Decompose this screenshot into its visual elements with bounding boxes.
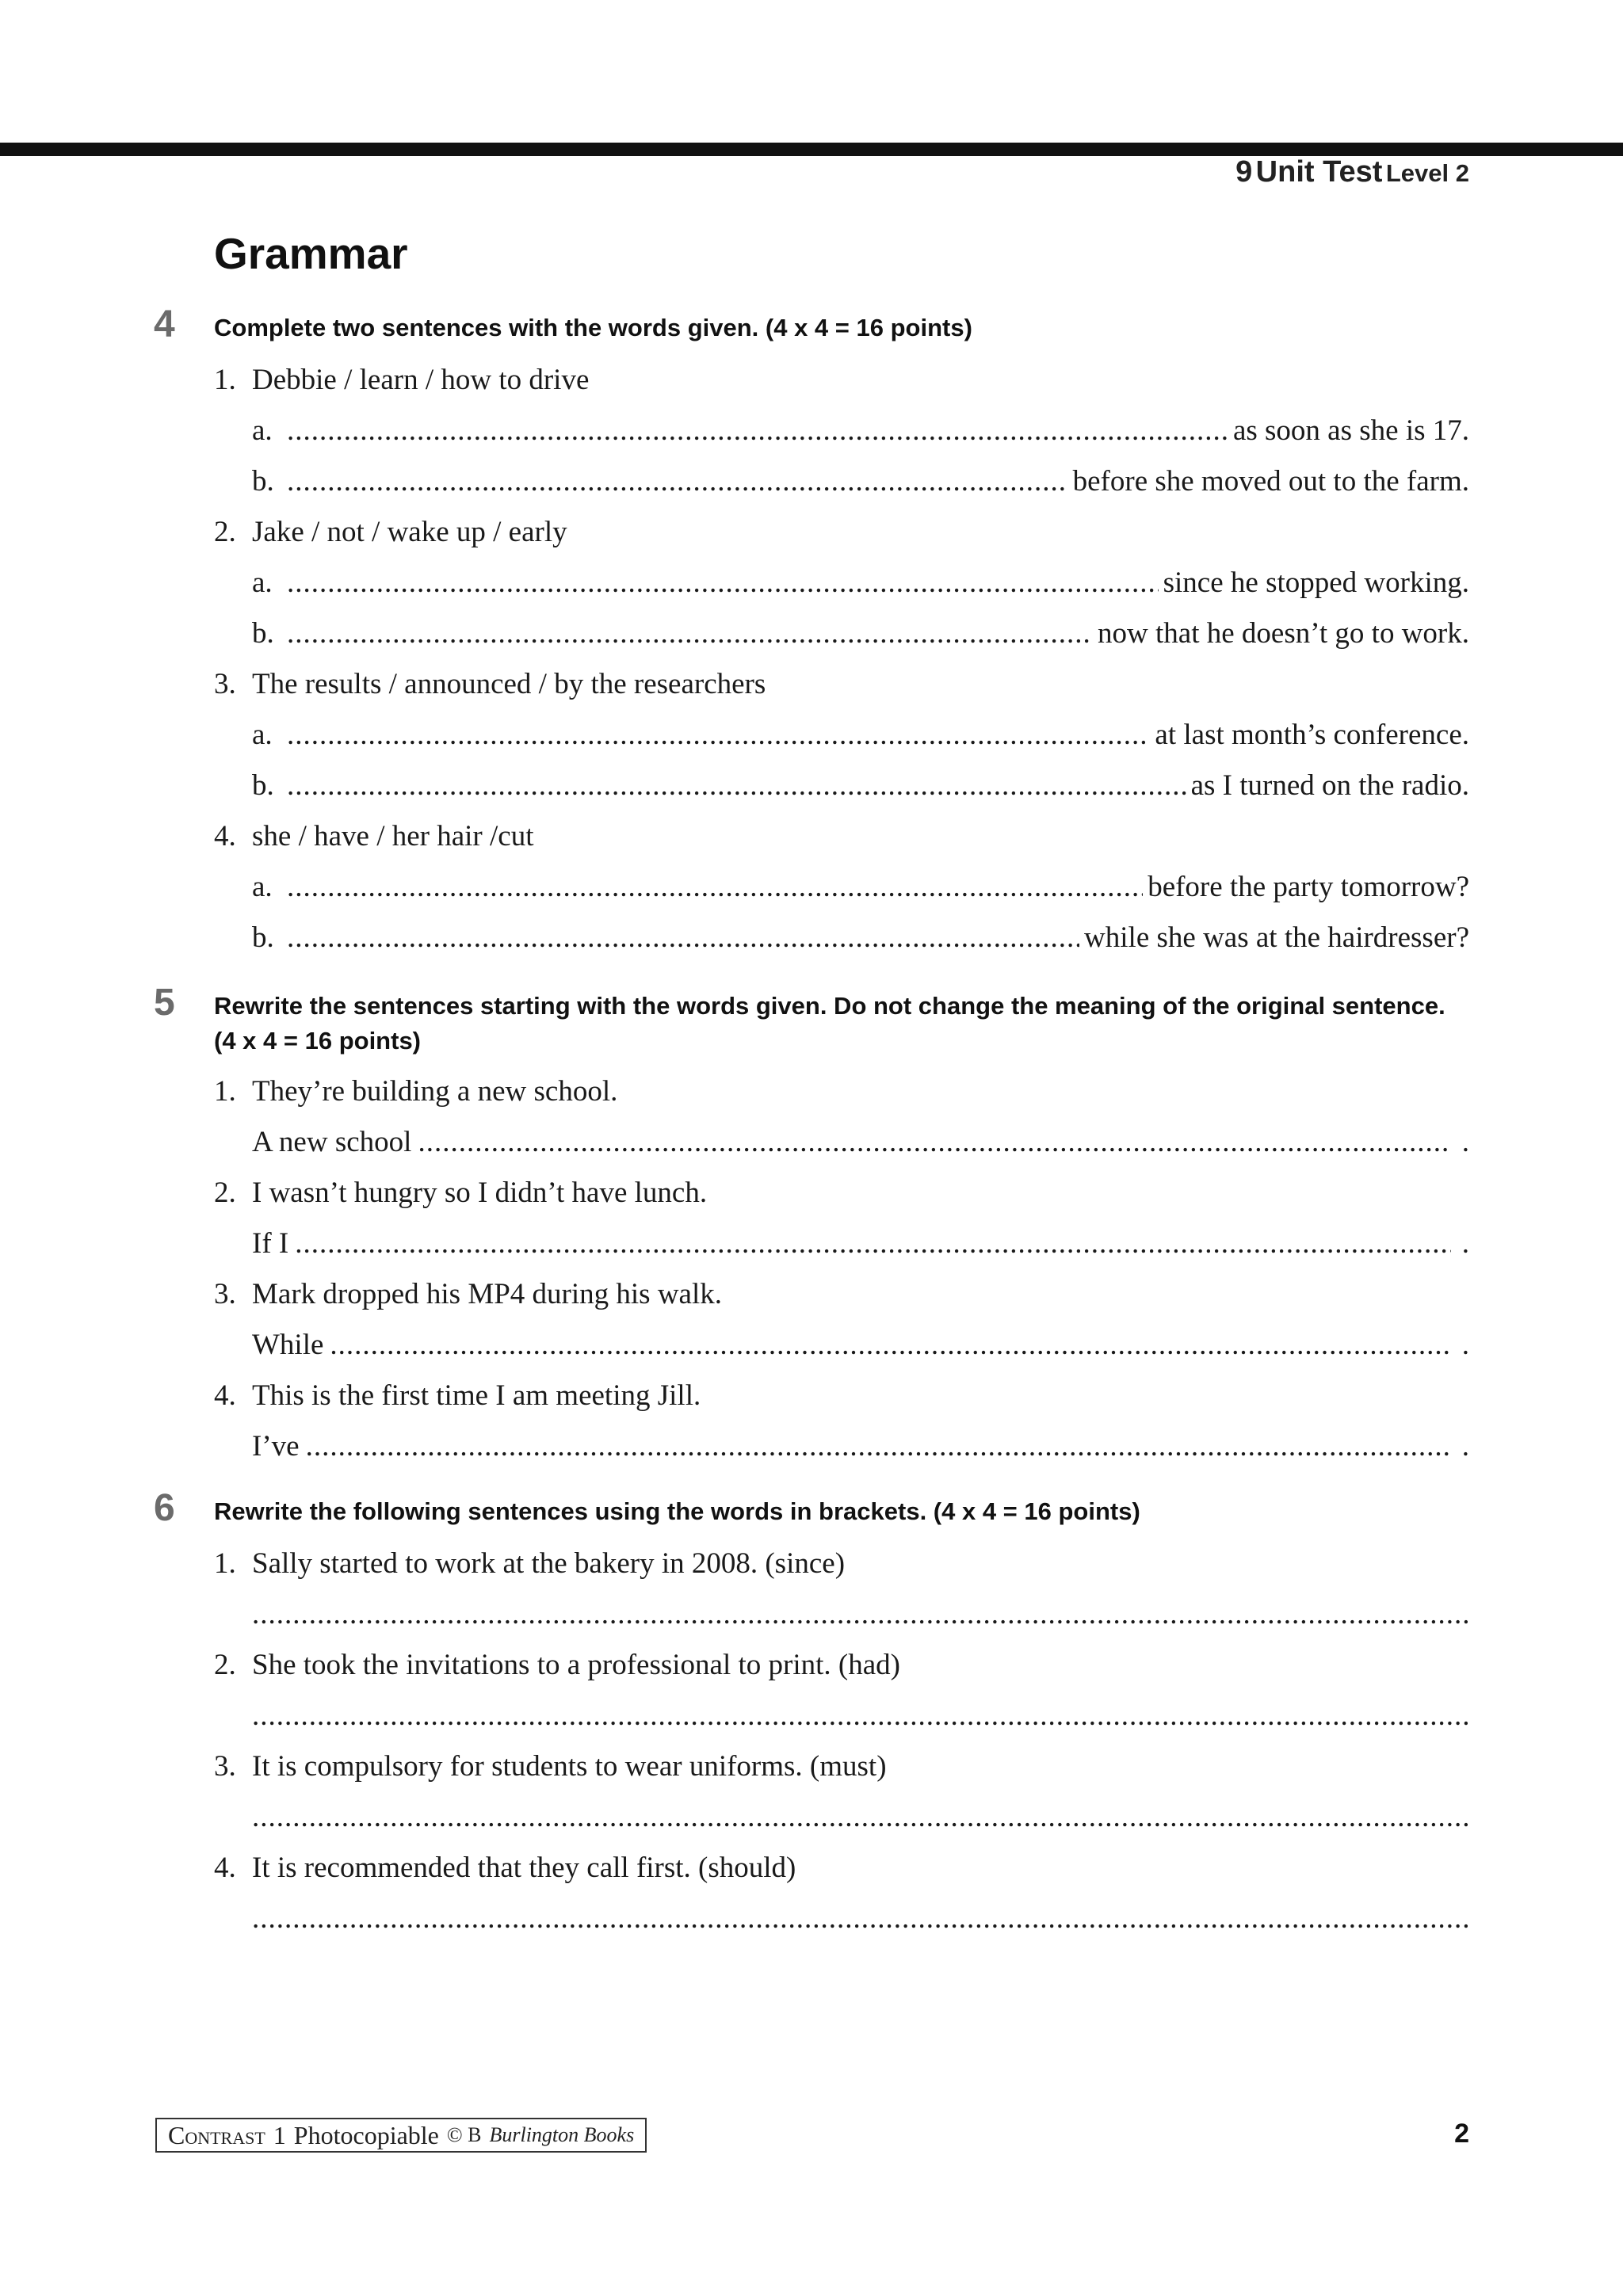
exercise-number: 5 xyxy=(154,982,175,1024)
unit-header xyxy=(1235,155,1469,189)
photocopiable-label: Photocopiable xyxy=(293,2120,439,2149)
unit-test-label: Unit Test xyxy=(1255,155,1383,189)
answer-field[interactable]: ..... before she moved out to the farm. xyxy=(287,464,1469,498)
answer-field[interactable] xyxy=(252,1901,1469,1936)
copyright-logo-icon: © B xyxy=(446,2123,482,2146)
answer-field[interactable]: ..... now that he doesn’t go to work. xyxy=(287,616,1469,650)
answer-field[interactable]: ..... before the party tomorrow? xyxy=(287,870,1469,904)
contrast-label: Contrast xyxy=(168,2120,265,2149)
answer-field[interactable]: ..... as soon as she is 17. xyxy=(287,414,1469,448)
footer-credit xyxy=(155,2118,647,2153)
top-rule xyxy=(0,143,1623,156)
exercise-number: 4 xyxy=(154,303,175,345)
answer-field[interactable] xyxy=(252,1597,1469,1631)
publisher-name: Burlington Books xyxy=(489,2123,635,2146)
answer-field[interactable]: ..... as I turned on the radio. xyxy=(287,769,1469,803)
exercise-instruction: Rewrite the following sentences using the words in brackets. (4 x 4 = 16 points) xyxy=(214,1497,1140,1525)
answer-field[interactable] xyxy=(252,1800,1469,1834)
answer-field[interactable]: I’ve ..... . xyxy=(252,1429,1469,1463)
page-number: 2 xyxy=(1454,2119,1469,2149)
level-number: 1 xyxy=(273,2120,286,2149)
answer-field[interactable] xyxy=(252,1699,1469,1733)
exercise-number: 6 xyxy=(154,1487,175,1529)
section-title: Grammar xyxy=(214,229,408,278)
unit-number: 9 xyxy=(1235,155,1253,189)
level-label: Level 2 xyxy=(1385,159,1469,187)
answer-field[interactable]: While ..... . xyxy=(252,1328,1469,1362)
exercise-instruction: Complete two sentences with the words given. (4 x 4 = 16 points) xyxy=(214,314,972,341)
exercise-instruction: Rewrite the sentences starting with the words given. Do not change the meaning of the original sentence. (4 x 4 = 16 points) xyxy=(214,992,1445,1055)
answer-field[interactable]: ..... while she was at the hairdresser? xyxy=(287,921,1469,955)
answer-field[interactable]: If I ..... . xyxy=(252,1226,1469,1261)
answer-field[interactable]: ..... at last month’s conference. xyxy=(287,718,1469,752)
answer-field[interactable]: ..... since he stopped working. xyxy=(287,566,1469,600)
answer-field[interactable]: A new school ..... . xyxy=(252,1125,1469,1159)
